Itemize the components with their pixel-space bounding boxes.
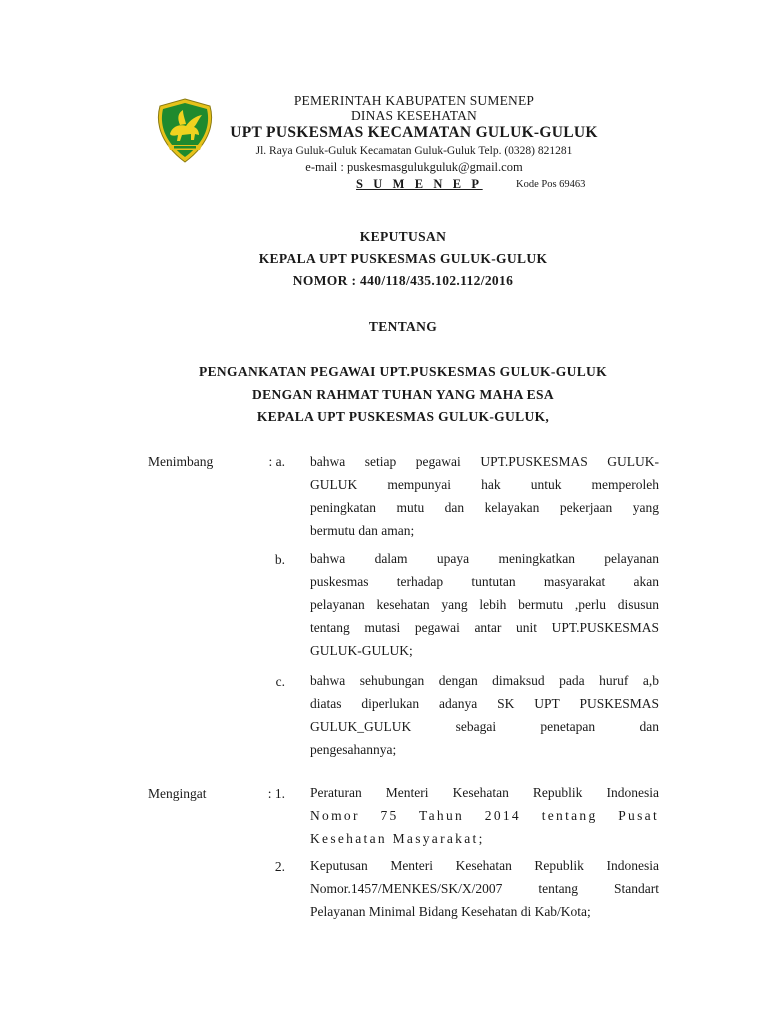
clause-line: tentang mutasi pegawai antar unit UPT.PUSKESMAS [310,620,659,635]
clause-line: GULUK_GULUK sebagai penetapan dan [310,719,659,734]
clause-menimbang-a [310,450,659,542]
section-label-mengingat: Mengingat [148,786,207,801]
letterhead-address: Jl. Raya Guluk-Guluk Kecamatan Guluk-Guluk Telp. (0328) 821281 [255,145,573,157]
clause-line: bahwa dalam upaya meningkatkan pelayanan [310,551,659,566]
decree-invocation: DENGAN RAHMAT TUHAN YANG MAHA ESA [252,387,554,402]
clause-marker: 2. [274,859,285,874]
clause-line: Pelayanan Minimal Bidang Kesehatan di Kab/Kota; [310,904,591,919]
letterhead-agency-line: DINAS KESEHATAN [350,108,478,123]
clause-line: Kesehatan Masyarakat; [310,831,485,846]
clause-line: pengesahannya; [310,742,397,757]
clause-marker: c. [275,674,285,689]
clause-line: diatas diperlukan adanya SK UPT PUSKESMAS [310,696,659,711]
clause-line: Keputusan Menteri Kesehatan Republik Indonesia [310,858,659,873]
clause-menimbang-c [310,669,659,761]
clause-mengingat-2 [310,854,659,923]
decree-issuer: KEPALA UPT PUSKESMAS GULUK-GULUK [258,251,548,266]
clause-line: Nomor.1457/MENKES/SK/X/2007 tentang Standart [310,881,659,896]
decree-subject: PENGANKATAN PEGAWAI UPT.PUSKESMAS GULUK-GULUK [198,364,608,379]
clause-line: bahwa sehubungan dengan dimaksud pada huruf a,b [310,673,659,688]
letterhead-government-line: PEMERINTAH KABUPATEN SUMENEP [293,93,535,108]
letterhead-email: e-mail : puskesmasgulukguluk@gmail.com [305,160,523,174]
decree-issuer-closing: KEPALA UPT PUSKESMAS GULUK-GULUK, [256,409,550,424]
clause-marker: : 1. [267,786,285,801]
decree-heading: KEPUTUSAN [359,229,447,244]
clause-line: GULUK-GULUK; [310,643,413,658]
clause-menimbang-b [310,547,659,662]
clause-line: bermutu dan aman; [310,523,415,538]
decree-about-label: TENTANG [368,319,438,334]
clause-line: Nomor 75 Tahun 2014 tentang Pusat [310,808,659,823]
clause-line: GULUK mempunyai hak untuk memperoleh [310,477,659,492]
clause-line: pelayanan kesehatan yang lebih bermutu ,perlu disusun [310,597,659,612]
clause-line: puskesmas terhadap tuntutan masyarakat akan [310,574,659,589]
clause-line: peningkatan mutu dan kelayakan pekerjaan yang [310,500,659,515]
clause-marker: : a. [268,454,285,469]
section-label-menimbang: Menimbang [148,454,214,469]
clause-line: bahwa setiap pegawai UPT.PUSKESMAS GULUK- [310,454,659,469]
clause-mengingat-1 [310,781,659,850]
letterhead-institution-line: UPT PUSKESMAS KECAMATAN GULUK-GULUK [230,124,598,141]
decree-number: NOMOR : 440/118/435.102.112/2016 [292,273,514,288]
clause-marker: b. [274,552,285,567]
clause-line: Peraturan Menteri Kesehatan Republik Indonesia [310,785,659,800]
letterhead-city: S U M E N E P [356,177,483,191]
letterhead-postal-code: Kode Pos 69463 [516,179,586,190]
